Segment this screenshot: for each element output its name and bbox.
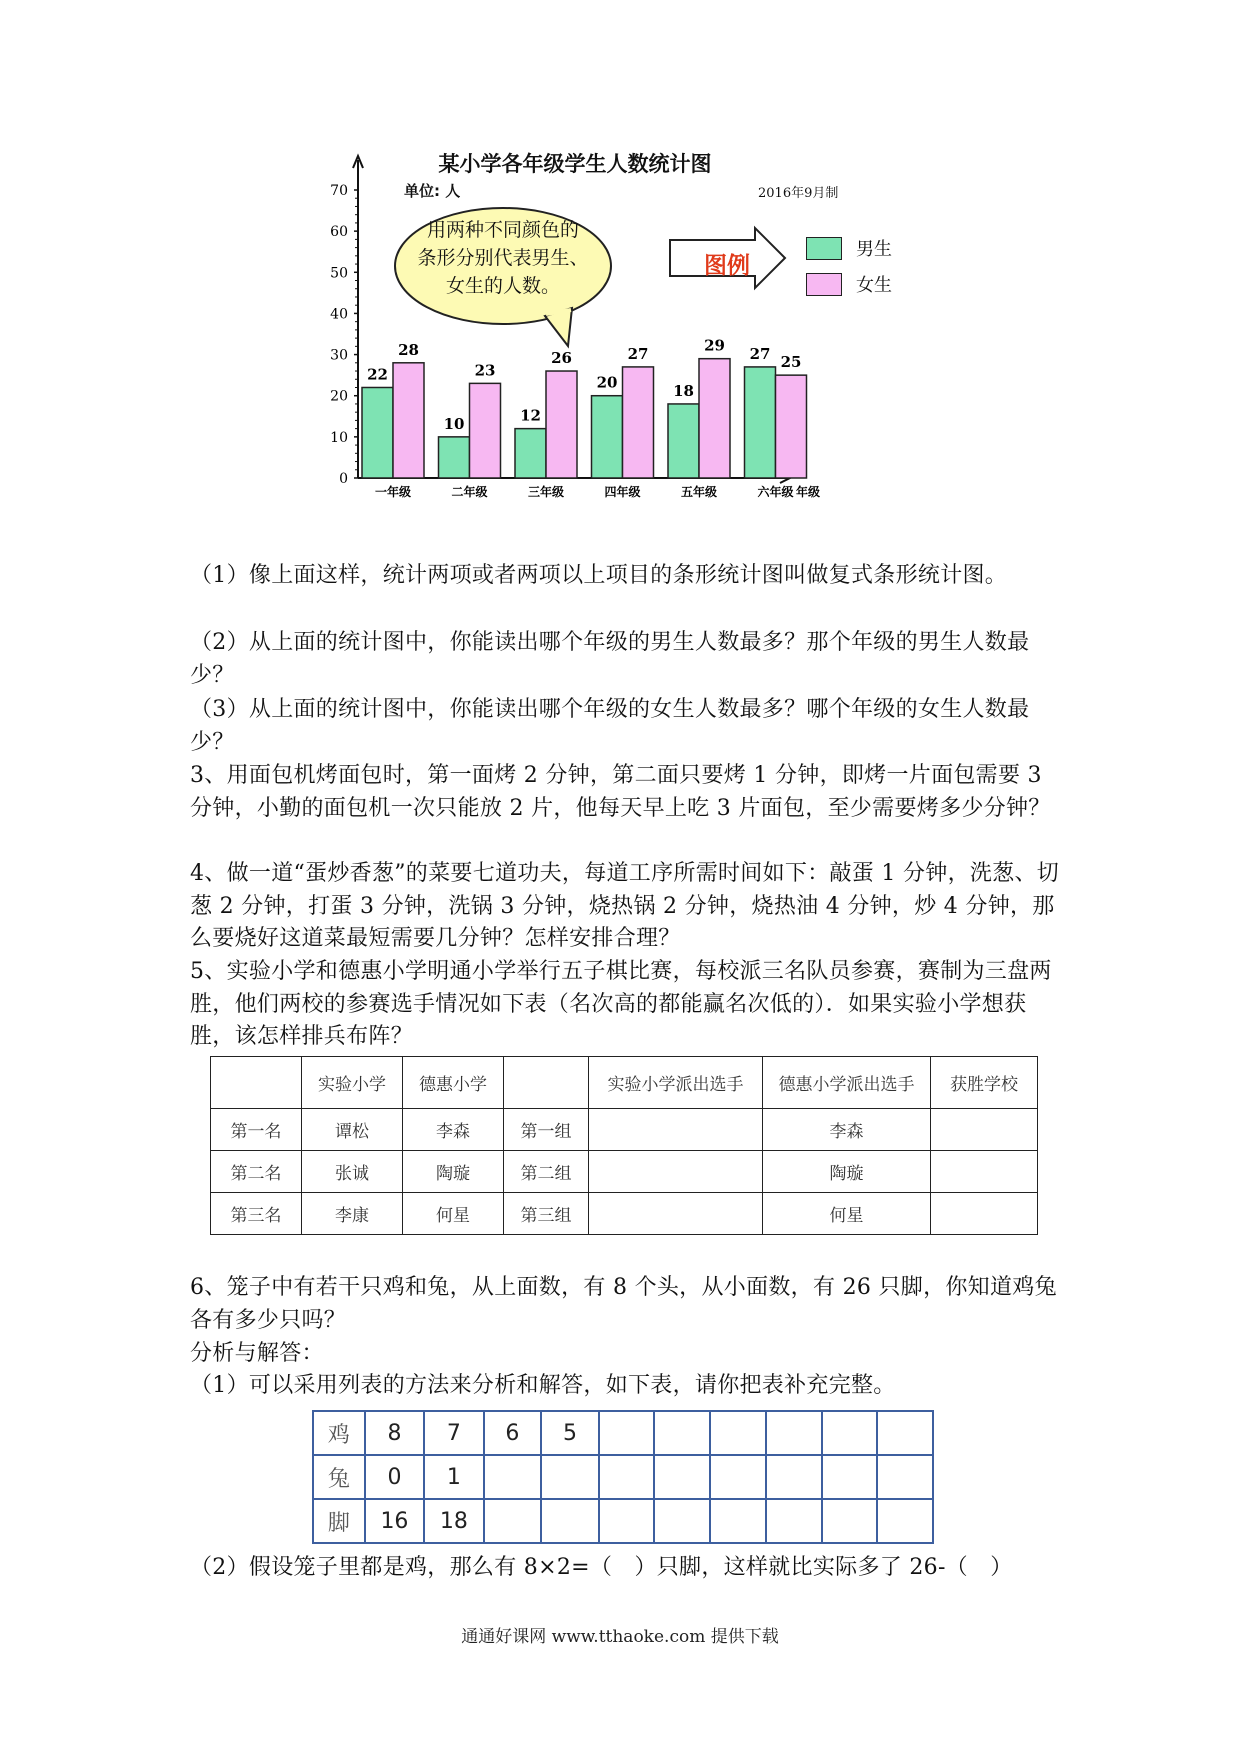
table-cell: 陶璇 bbox=[403, 1151, 504, 1193]
table-cell-blank[interactable] bbox=[766, 1455, 822, 1499]
y-tick-label: 50 bbox=[330, 265, 348, 282]
bar-boys bbox=[515, 429, 546, 478]
y-tick-label: 30 bbox=[330, 347, 348, 364]
legend-arrow-label: 图例 bbox=[704, 253, 750, 279]
bar-boys bbox=[592, 396, 623, 478]
analysis-step-1: （1）可以采用列表的方法来分析和解答，如下表，请你把表补充完整。 bbox=[190, 1373, 896, 1398]
table-cell: 第一名 bbox=[211, 1109, 302, 1151]
y-tick-label: 20 bbox=[330, 388, 348, 405]
table-cell-blank[interactable] bbox=[599, 1411, 655, 1455]
chart-date-label: 2016年9月制 bbox=[758, 186, 839, 201]
table-row bbox=[211, 1109, 1038, 1151]
table-cell: 陶璇 bbox=[763, 1151, 931, 1193]
x-tick-label: 三年级 bbox=[527, 485, 565, 499]
table-cell-blank[interactable] bbox=[589, 1109, 763, 1151]
analysis-label: 分析与解答： bbox=[190, 1341, 324, 1366]
table-cell: 第一组 bbox=[504, 1109, 589, 1151]
legend-label-girls: 女生 bbox=[856, 275, 892, 296]
row-label: 脚 bbox=[313, 1499, 365, 1543]
table-cell-blank[interactable] bbox=[599, 1455, 655, 1499]
table-cell: 第二组 bbox=[504, 1151, 589, 1193]
table-header-cell: 德惠小学 bbox=[403, 1057, 504, 1109]
bar-girls bbox=[470, 383, 501, 478]
table-cell: 5 bbox=[541, 1411, 599, 1455]
table-cell-blank[interactable] bbox=[766, 1499, 822, 1543]
y-tick-label: 0 bbox=[339, 471, 348, 487]
table-cell-blank[interactable] bbox=[877, 1499, 933, 1543]
bar-girls bbox=[623, 367, 654, 478]
chicken-rabbit-table bbox=[312, 1410, 934, 1544]
table-cell: 李森 bbox=[763, 1109, 931, 1151]
table-cell: 李康 bbox=[302, 1193, 403, 1235]
table-row bbox=[313, 1455, 933, 1499]
table-cell-blank[interactable] bbox=[877, 1455, 933, 1499]
bar-girls bbox=[546, 371, 577, 478]
table-cell: 谭松 bbox=[302, 1109, 403, 1151]
legend-label-boys: 男生 bbox=[856, 239, 892, 260]
bar-value-label: 26 bbox=[551, 349, 572, 368]
table-cell-blank[interactable] bbox=[654, 1455, 710, 1499]
paragraph-definition: （1）像上面这样，统计两项或者两项以上项目的条形统计图叫做复式条形统计图。 bbox=[190, 563, 1008, 588]
y-tick-label: 60 bbox=[330, 224, 348, 241]
table-cell: 张诚 bbox=[302, 1151, 403, 1193]
table-cell-blank[interactable] bbox=[589, 1151, 763, 1193]
table-cell-blank[interactable] bbox=[822, 1411, 878, 1455]
table-cell-blank[interactable] bbox=[766, 1411, 822, 1455]
table-row bbox=[211, 1151, 1038, 1193]
table-cell-blank[interactable] bbox=[710, 1411, 766, 1455]
table-cell-blank[interactable] bbox=[710, 1455, 766, 1499]
chart-canvas bbox=[330, 148, 920, 560]
bar-value-label: 28 bbox=[398, 340, 419, 359]
table-cell-blank[interactable] bbox=[931, 1109, 1038, 1151]
bar-value-label: 23 bbox=[474, 361, 496, 380]
table-cell-blank[interactable] bbox=[541, 1499, 599, 1543]
chart-title: 某小学各年级学生人数统计图 bbox=[438, 152, 712, 176]
bar-value-label: 27 bbox=[749, 344, 771, 363]
table-row bbox=[313, 1411, 933, 1455]
table-cell-blank[interactable] bbox=[931, 1193, 1038, 1235]
x-tick-label: 二年级 bbox=[451, 485, 488, 499]
table-header-cell: 德惠小学派出选手 bbox=[763, 1057, 931, 1109]
chart-unit-label: 单位: 人 bbox=[404, 182, 461, 200]
table-cell: 6 bbox=[484, 1411, 542, 1455]
table-cell-blank[interactable] bbox=[877, 1411, 933, 1455]
x-tick-label: 四年级 bbox=[604, 485, 641, 499]
bar-girls bbox=[776, 375, 807, 478]
table-cell-blank[interactable] bbox=[822, 1455, 878, 1499]
table-cell-blank[interactable] bbox=[710, 1499, 766, 1543]
bar-girls bbox=[393, 363, 424, 478]
table-cell: 第三组 bbox=[504, 1193, 589, 1235]
table-cell-blank[interactable] bbox=[822, 1499, 878, 1543]
analysis-step-2: （2）假设笼子里都是鸡，那么有 8×2=（ ）只脚，这样就比实际多了 26-（ ） bbox=[190, 1555, 1013, 1580]
bar-value-label: 22 bbox=[367, 365, 388, 384]
table-cell-blank[interactable] bbox=[484, 1499, 542, 1543]
table-header-row bbox=[211, 1057, 1038, 1109]
bar-chart bbox=[330, 148, 920, 560]
annotation-line-2: 条形分别代表男生、 bbox=[417, 247, 589, 269]
paragraph-question-3: （3）从上面的统计图中，你能读出哪个年级的女生人数最多？哪个年级的女生人数最少？ bbox=[190, 697, 1030, 755]
paragraph-question-2: （2）从上面的统计图中，你能读出哪个年级的男生人数最多？那个年级的男生人数最少？ bbox=[190, 630, 1030, 688]
y-tick-label: 70 bbox=[330, 183, 348, 199]
table-cell: 16 bbox=[365, 1499, 424, 1543]
bar-value-label: 12 bbox=[520, 406, 541, 425]
paragraph-problem-4: 4、做一道“蛋炒香葱”的菜要七道功夫，每道工序所需时间如下：敲蛋 1 分钟，洗葱、切葱 2 分钟，打蛋 3 分钟，洗锅 3 分钟，烧热锅 2 分钟，烧热油 4 分钟，炒 4 分钟，那么要烧好这道菜最短需要几分钟？怎样安排合理？ bbox=[190, 861, 1060, 951]
bar-value-label: 18 bbox=[673, 381, 694, 400]
table-header-cell: 获胜学校 bbox=[931, 1057, 1038, 1109]
row-label: 鸡 bbox=[313, 1411, 365, 1455]
table-cell-blank[interactable] bbox=[931, 1151, 1038, 1193]
table-cell-blank[interactable] bbox=[599, 1499, 655, 1543]
table-cell: 何星 bbox=[403, 1193, 504, 1235]
bar-value-label: 25 bbox=[780, 353, 802, 372]
x-tick-label: 六年级 bbox=[757, 485, 794, 499]
table-cell-blank[interactable] bbox=[541, 1455, 599, 1499]
table-cell: 李森 bbox=[403, 1109, 504, 1151]
table-cell: 第三名 bbox=[211, 1193, 302, 1235]
table-cell: 18 bbox=[424, 1499, 483, 1543]
table-cell: 何星 bbox=[763, 1193, 931, 1235]
legend-swatch-boys bbox=[806, 237, 842, 260]
paragraph-problem-5: 5、实验小学和德惠小学明通小学举行五子棋比赛，每校派三名队员参赛，赛制为三盘两胜，他们两校的参赛选手情况如下表（名次高的都能赢名次低的）．如果实验小学想获胜，该怎样排兵布阵？ bbox=[190, 959, 1052, 1049]
x-axis-label: 年级 bbox=[796, 485, 821, 499]
bar-value-label: 10 bbox=[443, 414, 465, 433]
x-tick-label: 一年级 bbox=[374, 485, 412, 499]
bar-girls bbox=[699, 359, 730, 478]
table-header-cell bbox=[504, 1057, 589, 1109]
table-cell-blank[interactable] bbox=[654, 1411, 710, 1455]
x-tick-label: 五年级 bbox=[680, 485, 718, 499]
bar-value-label: 20 bbox=[596, 373, 618, 392]
table-header-cell: 实验小学派出选手 bbox=[589, 1057, 763, 1109]
bar-boys bbox=[668, 404, 699, 478]
table-cell-blank[interactable] bbox=[484, 1455, 542, 1499]
table-cell: 7 bbox=[424, 1411, 483, 1455]
bar-value-label: 27 bbox=[627, 344, 649, 363]
annotation-bubble bbox=[400, 216, 606, 324]
table-row bbox=[211, 1193, 1038, 1235]
bar-boys bbox=[362, 387, 393, 478]
bar-boys bbox=[745, 367, 776, 478]
bar-value-label: 29 bbox=[704, 336, 725, 355]
bar-boys bbox=[439, 437, 470, 478]
y-tick-label: 10 bbox=[330, 429, 348, 446]
paragraph-problem-6: 6、笼子中有若干只鸡和兔，从上面数，有 8 个头，从小面数，有 26 只脚，你知道鸡兔各有多少只吗？ bbox=[190, 1275, 1057, 1333]
row-label: 兔 bbox=[313, 1455, 365, 1499]
table-cell: 1 bbox=[424, 1455, 483, 1499]
table-row bbox=[313, 1499, 933, 1543]
table-cell: 0 bbox=[365, 1455, 424, 1499]
annotation-line-3: 女生的人数。 bbox=[445, 275, 560, 297]
table-cell-blank[interactable] bbox=[589, 1193, 763, 1235]
table-cell: 第二名 bbox=[211, 1151, 302, 1193]
y-tick-label: 40 bbox=[330, 306, 348, 323]
paragraph-problem-3: 3、用面包机烤面包时，第一面烤 2 分钟，第二面只要烤 1 分钟，即烤一片面包需要 3 分钟，小勤的面包机一次只能放 2 片，他每天早上吃 3 片面包，至少需要烤多少分钟？ bbox=[190, 763, 1051, 821]
table-cell: 8 bbox=[365, 1411, 424, 1455]
table-header-cell: 实验小学 bbox=[302, 1057, 403, 1109]
annotation-line-1: 用两种不同颜色的 bbox=[426, 219, 579, 241]
table-header-cell bbox=[211, 1057, 302, 1109]
legend-swatch-girls bbox=[806, 273, 842, 296]
page-footer: 通通好课网 www.tthaoke.com 提供下载 bbox=[461, 1627, 779, 1647]
match-table bbox=[210, 1056, 1038, 1235]
table-cell-blank[interactable] bbox=[654, 1499, 710, 1543]
